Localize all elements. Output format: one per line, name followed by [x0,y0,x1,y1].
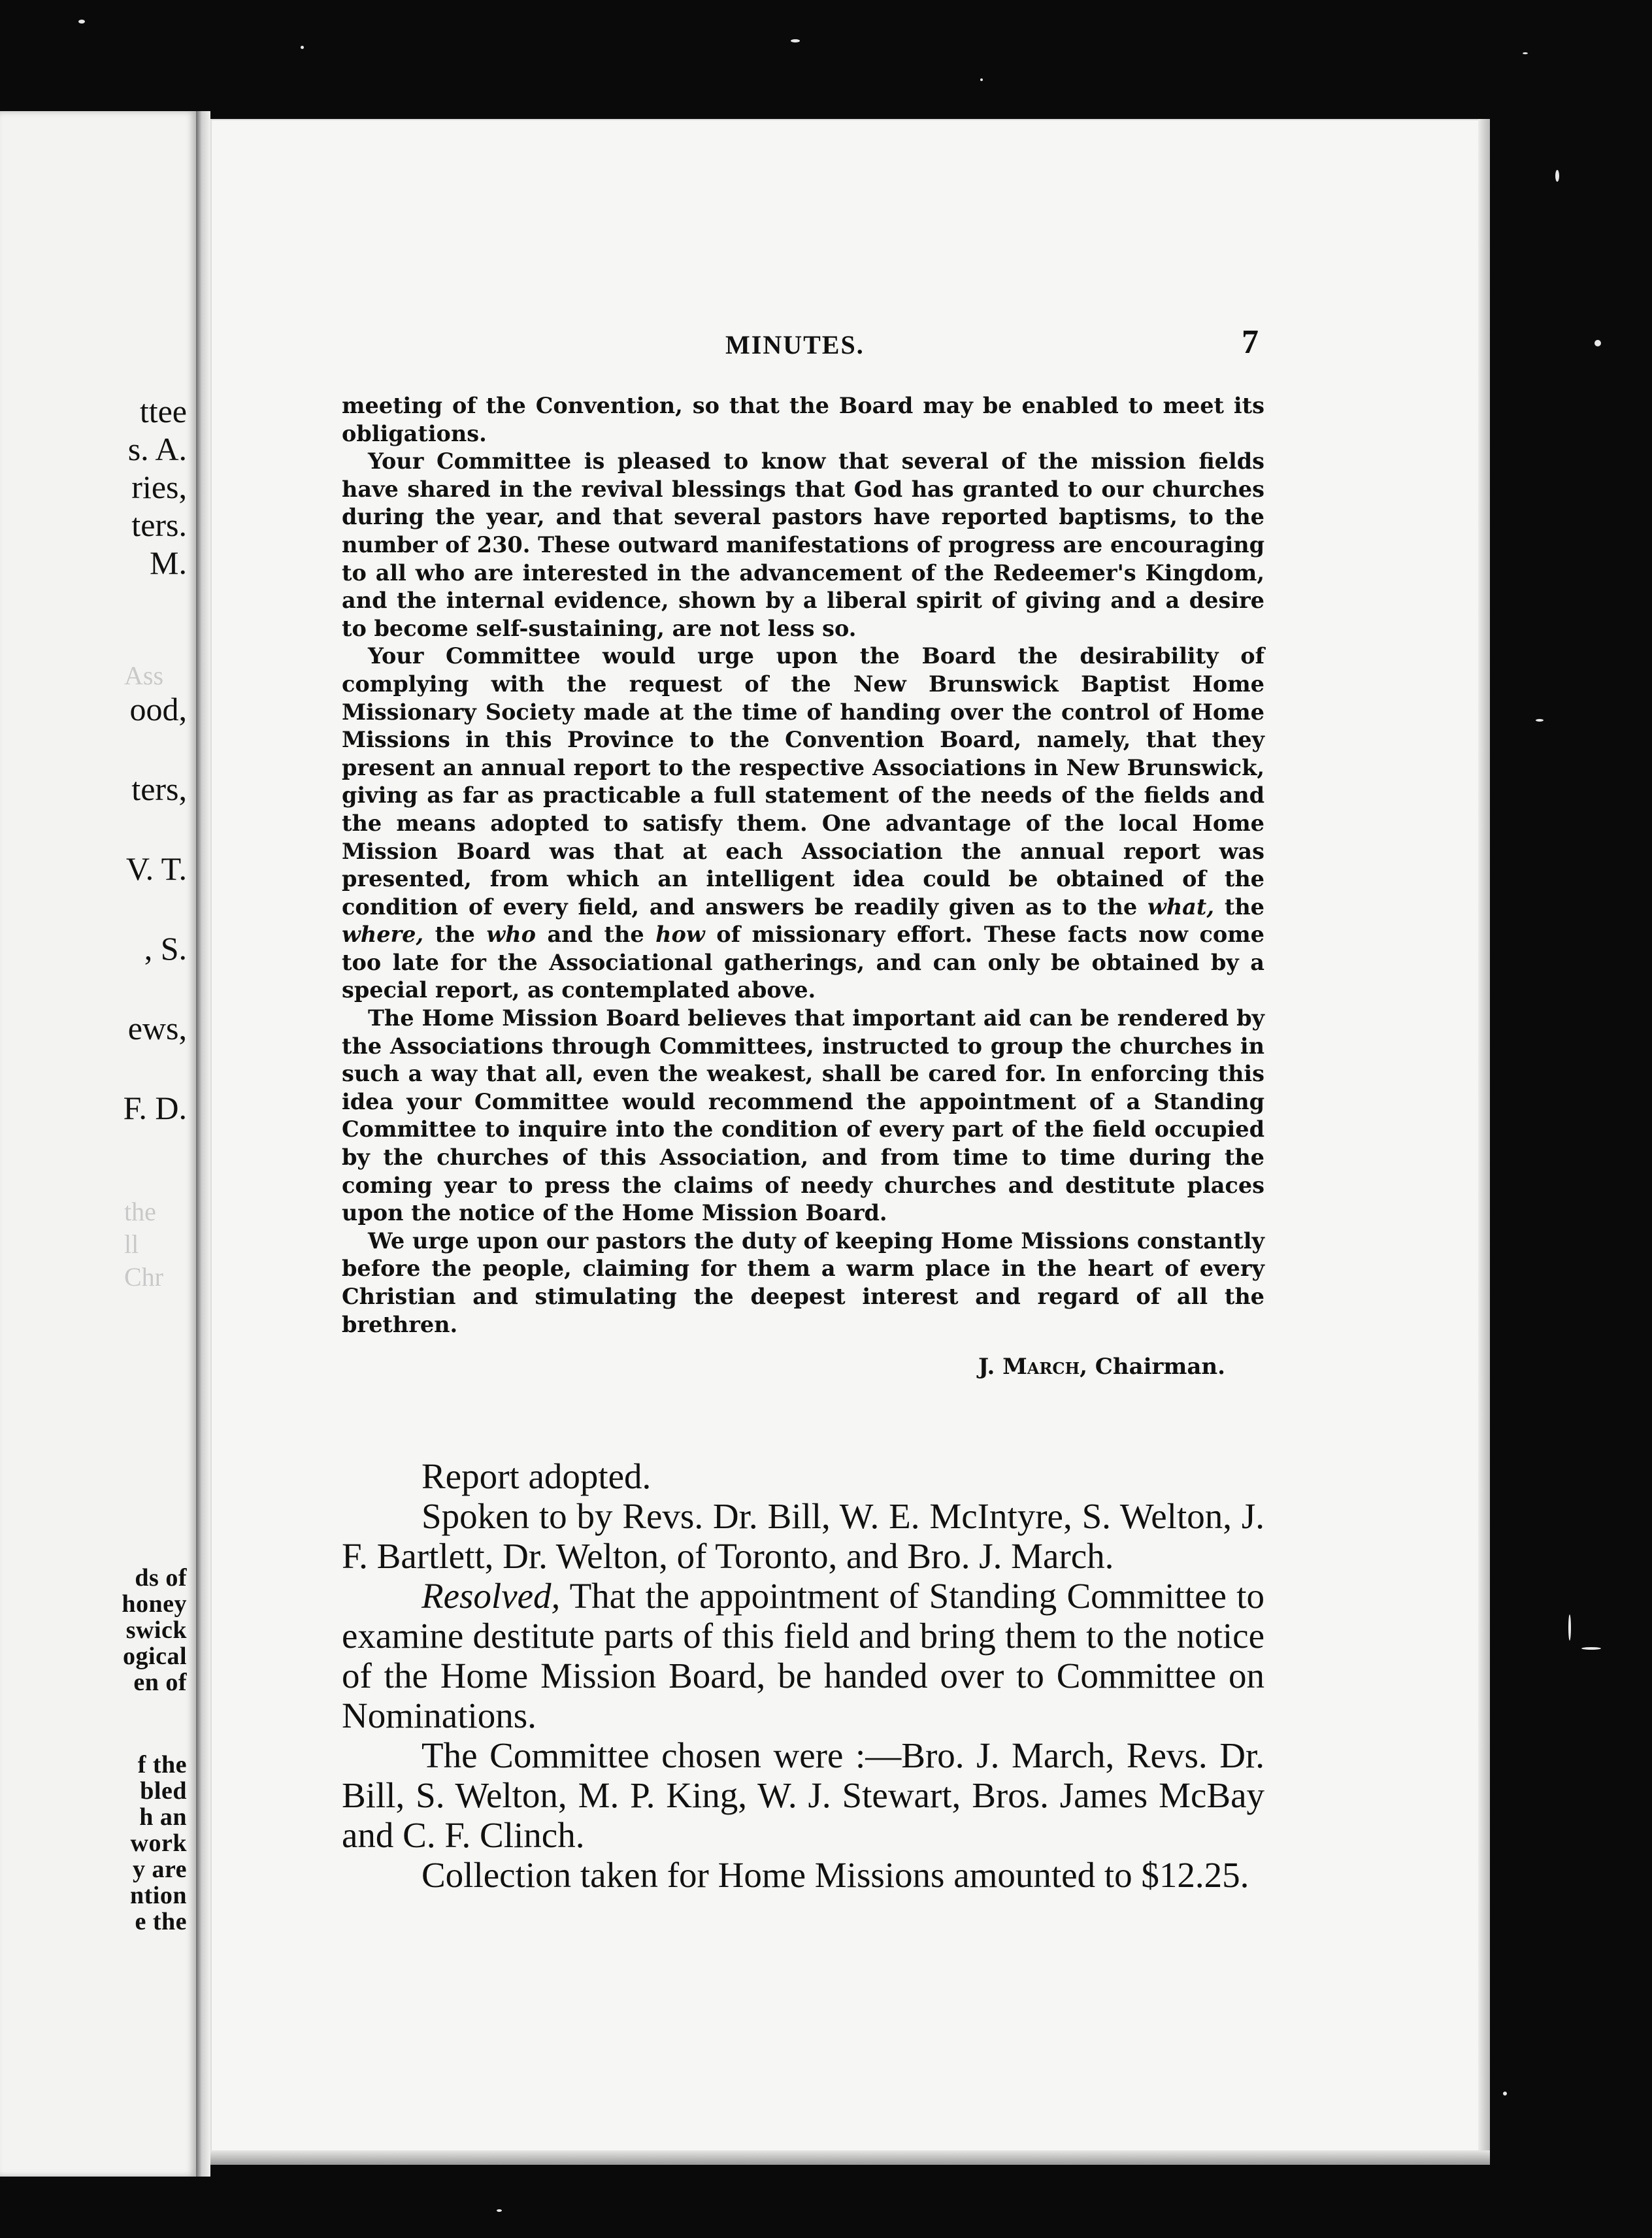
proceedings-paragraph: Spoken to by Revs. Dr. Bill, W. E. McIntyre, S. Welton, J. F. Bartlett, Dr. Welton, of Toronto, and Bro. J. March. [342,1496,1264,1576]
resolved-word: Resolved, [421,1576,561,1616]
left-fragment: swick [125,1616,187,1644]
emphasis-where: where, [342,922,424,948]
scan-speck [78,20,85,24]
left-fragment: ogical [123,1643,187,1670]
emphasis-who: who [486,922,536,948]
left-fragment: f the [137,1751,187,1779]
scan-speck [301,46,304,49]
committee-report [342,392,1264,1381]
emphasis-how: how [655,922,705,948]
left-fragment: V. T. [125,850,187,887]
report-paragraph: Your Committee would urge upon the Board the desirability of complying with the request of the New Brunswick Baptist Home Missionary Society made at the time of handing over the control of Home Missions in this Province to the Convention Board, namely, that they present an annual report to the respective Associations in New Brunswick, giving as far as practicable a full statement of the needs of the fields and the means adopted to satisfy them. One advantage of the local Home Mission Board was that at each Association the annual report was presented, from which an intelligent idea could be obtained of the condition of every field, and answers be readily given as to the what, the where, the who and the how of missionary effort. These facts now come too late for the Associational gatherings, and can only be obtained by a special report, as contemplated above. [342,643,1264,1003]
left-fragment: honey [122,1590,187,1618]
proceedings-paragraph: The Committee chosen were :—Bro. J. March, Revs. Dr. Bill, S. Welton, M. P. King, W. J. Stewart, Bros. James McBay and C. F. Clinch. [342,1735,1264,1855]
left-fragment: bled [140,1777,187,1805]
left-fragment: ters, [131,771,187,807]
left-fragment: ds of [135,1564,187,1592]
left-fragment: ries, [131,469,187,505]
running-head: MINUTES. [725,330,865,359]
signature-title: Chairman. [1087,1354,1225,1380]
left-fragment: en of [133,1669,187,1696]
left-fragment: s. A. [127,431,187,467]
left-fragment: ters. [131,507,187,543]
report-paragraph: The Home Mission Board believes that important aid can be rendered by the Associations through Committees, instructed to group the churches in such a way that all, even the weakest, shall be cared for. In enforcing this idea your Committee would recommend the appointment of a Standing Committee to inquire into the condition of every part of the field occupied by the churches of this Association, and from time to time during the coming year to press the claims of needy churches and destitute places upon the notice of the Home Mission Board. [342,1005,1264,1226]
scan-speck [497,2209,502,2212]
scan-speck [1536,719,1544,722]
left-fragment: ood, [129,691,187,727]
scan-speck [791,39,800,42]
left-fragment: M. [150,544,187,581]
left-fragment: e the [135,1908,187,1935]
emphasis-what: what, [1147,894,1215,920]
page-edge [1478,119,1490,2163]
left-fragment: , S. [144,930,187,967]
scan-speck [1581,1647,1601,1650]
left-fragment: y are [132,1856,187,1883]
left-fragment: work [130,1829,187,1857]
left-fragment: F. D. [123,1090,187,1126]
proceedings-paragraph: Collection taken for Home Missions amounted to $12.25. [421,1855,1249,1895]
scan-speck [1523,52,1528,54]
page-bottom-edge [210,2150,1490,2165]
left-fragment: ntion [130,1882,187,1909]
scan-speck [1568,1614,1571,1641]
meeting-proceedings [342,1456,1264,1895]
report-paragraph: meeting of the Convention, so that the Board may be enabled to meet its obligations. [342,393,1264,446]
scan-speck [1594,340,1601,346]
proceedings-paragraph: Resolved, That the appointment of Standing Committee to examine destitute parts of this field and bring them to the notice of the Home Mission Board, be handed over to Committee on Nominations. [342,1576,1264,1735]
report-paragraph: We urge upon our pastors the duty of keeping Home Missions constantly before the people, claiming for them a warm place in the heart of every Christian and stimulating the deepest interest and regard of all the brethren. [342,1228,1264,1337]
scan-speck [980,78,983,81]
left-fragment: ews, [127,1010,187,1046]
previous-page-edge: Ass the ll Chr ttee s. A. ries, ters. M. ood, ters, V. T. , S. ews, F. D. ds of honey swick ogical en of f the bled h an work y are ntion e the [0,111,196,2177]
report-paragraph: Your Committee is pleased to know that several of the mission fields have shared in the revival blessings that God has granted to our churches during the year, and that several pastors have reported baptisms, to the number of 230. These outward manifestations of progress are encouraging to all who are interested in the advancement of the Redeemer's Kingdom, and the internal evidence, shown by a liberal spirit of giving and a desire to become self-sustaining, are not less so. [342,448,1264,641]
scan-speck [1555,170,1559,182]
left-fragment: ttee [139,393,187,429]
report-signature [342,1353,1264,1381]
signature-name: J. March, [978,1354,1087,1380]
page-number: 7 [1242,324,1259,361]
book-gutter [196,111,210,2177]
scan-speck [1503,2092,1507,2096]
proceedings-paragraph: Report adopted. [421,1456,652,1496]
left-fragment: h an [139,1803,187,1831]
